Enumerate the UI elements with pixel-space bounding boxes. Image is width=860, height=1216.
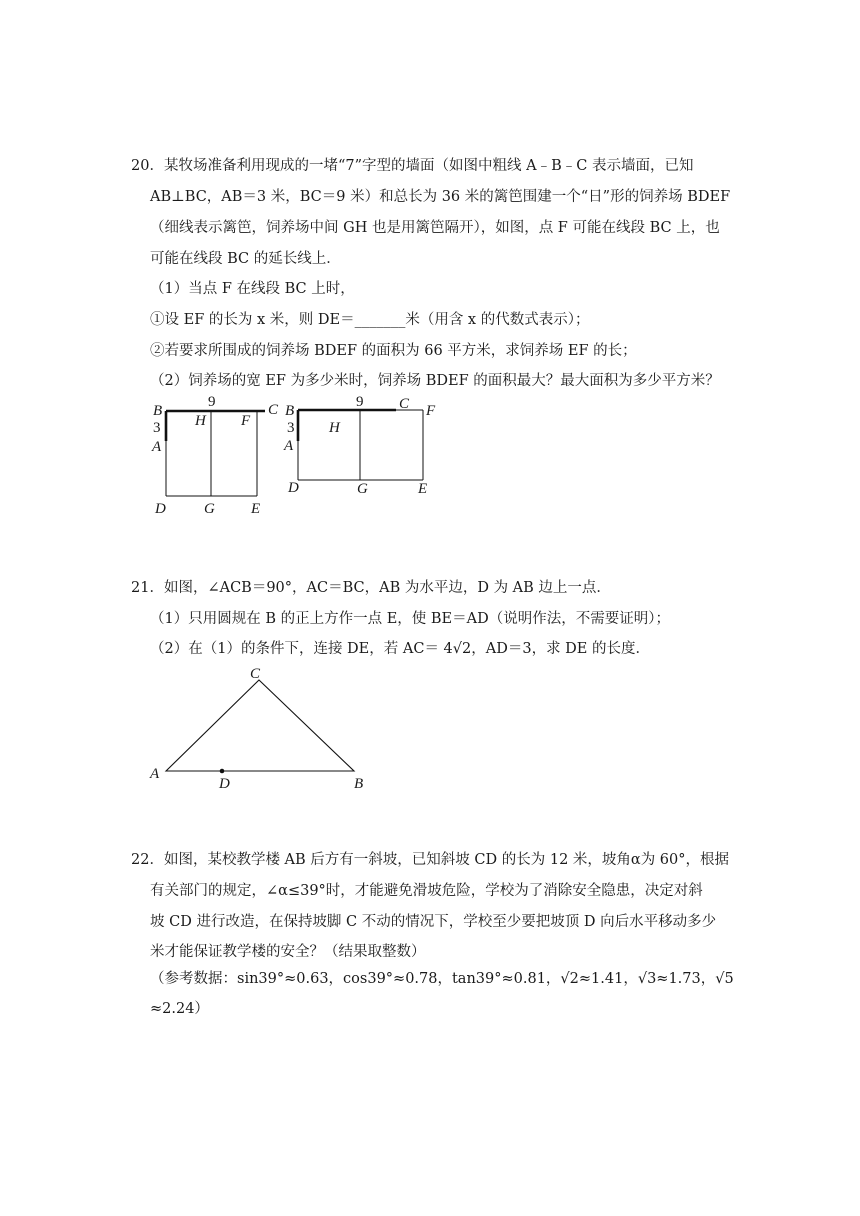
- q22-line-6: ≈2.24）: [150, 1001, 209, 1017]
- q22-line-3: 坡 CD 进行改造，在保持坡脚 C 不动的情况下，学校至少要把坡顶 D 向后水平移动多少: [150, 914, 717, 930]
- q20-line-2: AB⊥BC，AB＝3 米，BC＝9 米）和总长为 36 米的篱笆围建一个“日”形的饲养场 BDEF: [150, 189, 731, 205]
- label-b: B: [354, 776, 364, 792]
- q22-line-1: 22．如图，某校教学楼 AB 后方有一斜坡，已知斜坡 CD 的长为 12 米，坡角α为 60°，根据: [131, 852, 730, 868]
- label-d: D: [288, 480, 299, 496]
- q20-line-8: （2）饲养场的宽 EF 为多少米时，饲养场 BDEF 的面积最大？最大面积为多少平方米？: [150, 373, 720, 389]
- label-c: C: [268, 402, 279, 418]
- label-a: A: [152, 439, 162, 455]
- q20-line-1: 20．某牧场准备利用现成的一堵“7”字型的墙面（如图中粗线 A﹣B﹣C 表示墙面，已知: [131, 158, 694, 174]
- point-d: [220, 769, 225, 774]
- label-c: C: [250, 666, 261, 682]
- q22-line-4: 米才能保证教学楼的安全？（结果取整数）: [150, 944, 426, 960]
- label-g: G: [357, 481, 368, 497]
- label-a: A: [284, 438, 294, 454]
- q20-figure-1: [150, 396, 285, 520]
- label-length-9: 9: [356, 394, 364, 410]
- label-length-3: 3: [287, 420, 295, 436]
- q21-line-2: （1）只用圆规在 B 的正上方作一点 E，使 BE＝AD（说明作法，不需要证明）；: [150, 611, 670, 627]
- q20-line-6: ①设 EF 的长为 x 米，则 DE＝_______米（用含 x 的代数式表示）；: [150, 312, 590, 328]
- label-f: F: [426, 403, 436, 419]
- q20-line-7: ②若要求所围成的饲养场 BDEF 的面积为 66 平方米，求饲养场 EF 的长；: [150, 343, 637, 359]
- label-c: C: [399, 396, 410, 412]
- label-length-9: 9: [208, 396, 216, 410]
- q22-line-2: 有关部门的规定，∠α≤39°时，才能避免滑坡危险，学校为了消除安全隐患，决定对斜: [150, 883, 703, 899]
- label-length-3: 3: [153, 420, 161, 436]
- label-h: H: [329, 420, 340, 436]
- label-b: B: [153, 403, 163, 419]
- label-b: B: [285, 403, 295, 419]
- label-d: D: [155, 501, 166, 517]
- q21-line-3: （2）在（1）的条件下，连接 DE，若 AC＝ 4√2，AD＝3，求 DE 的长度．: [150, 641, 650, 657]
- label-d: D: [219, 776, 230, 792]
- label-f: F: [241, 413, 251, 429]
- q20-figure-2: [283, 394, 443, 500]
- label-e: E: [251, 501, 261, 517]
- q20-line-3: （细线表示篱笆，饲养场中间 GH 也是用篱笆隔开），如图，点 F 可能在线段 BC 上，也: [150, 220, 720, 236]
- triangle-acb: [166, 680, 354, 771]
- q21-triangle-figure: [140, 660, 380, 795]
- label-a: A: [150, 766, 160, 782]
- label-h: H: [195, 413, 206, 429]
- label-g: G: [204, 501, 215, 517]
- q21-line-1: 21．如图，∠ACB＝90°，AC＝BC，AB 为水平边，D 为 AB 边上一点．: [131, 580, 611, 596]
- q20-line-4: 可能在线段 BC 的延长线上．: [150, 251, 341, 267]
- q20-line-5: （1）当点 F 在线段 BC 上时，: [150, 281, 355, 297]
- q22-line-5: （参考数据：sin39°≈0.63，cos39°≈0.78，tan39°≈0.81，√2≈1.41，√3≈1.73，√5: [150, 971, 734, 987]
- label-e: E: [418, 481, 428, 497]
